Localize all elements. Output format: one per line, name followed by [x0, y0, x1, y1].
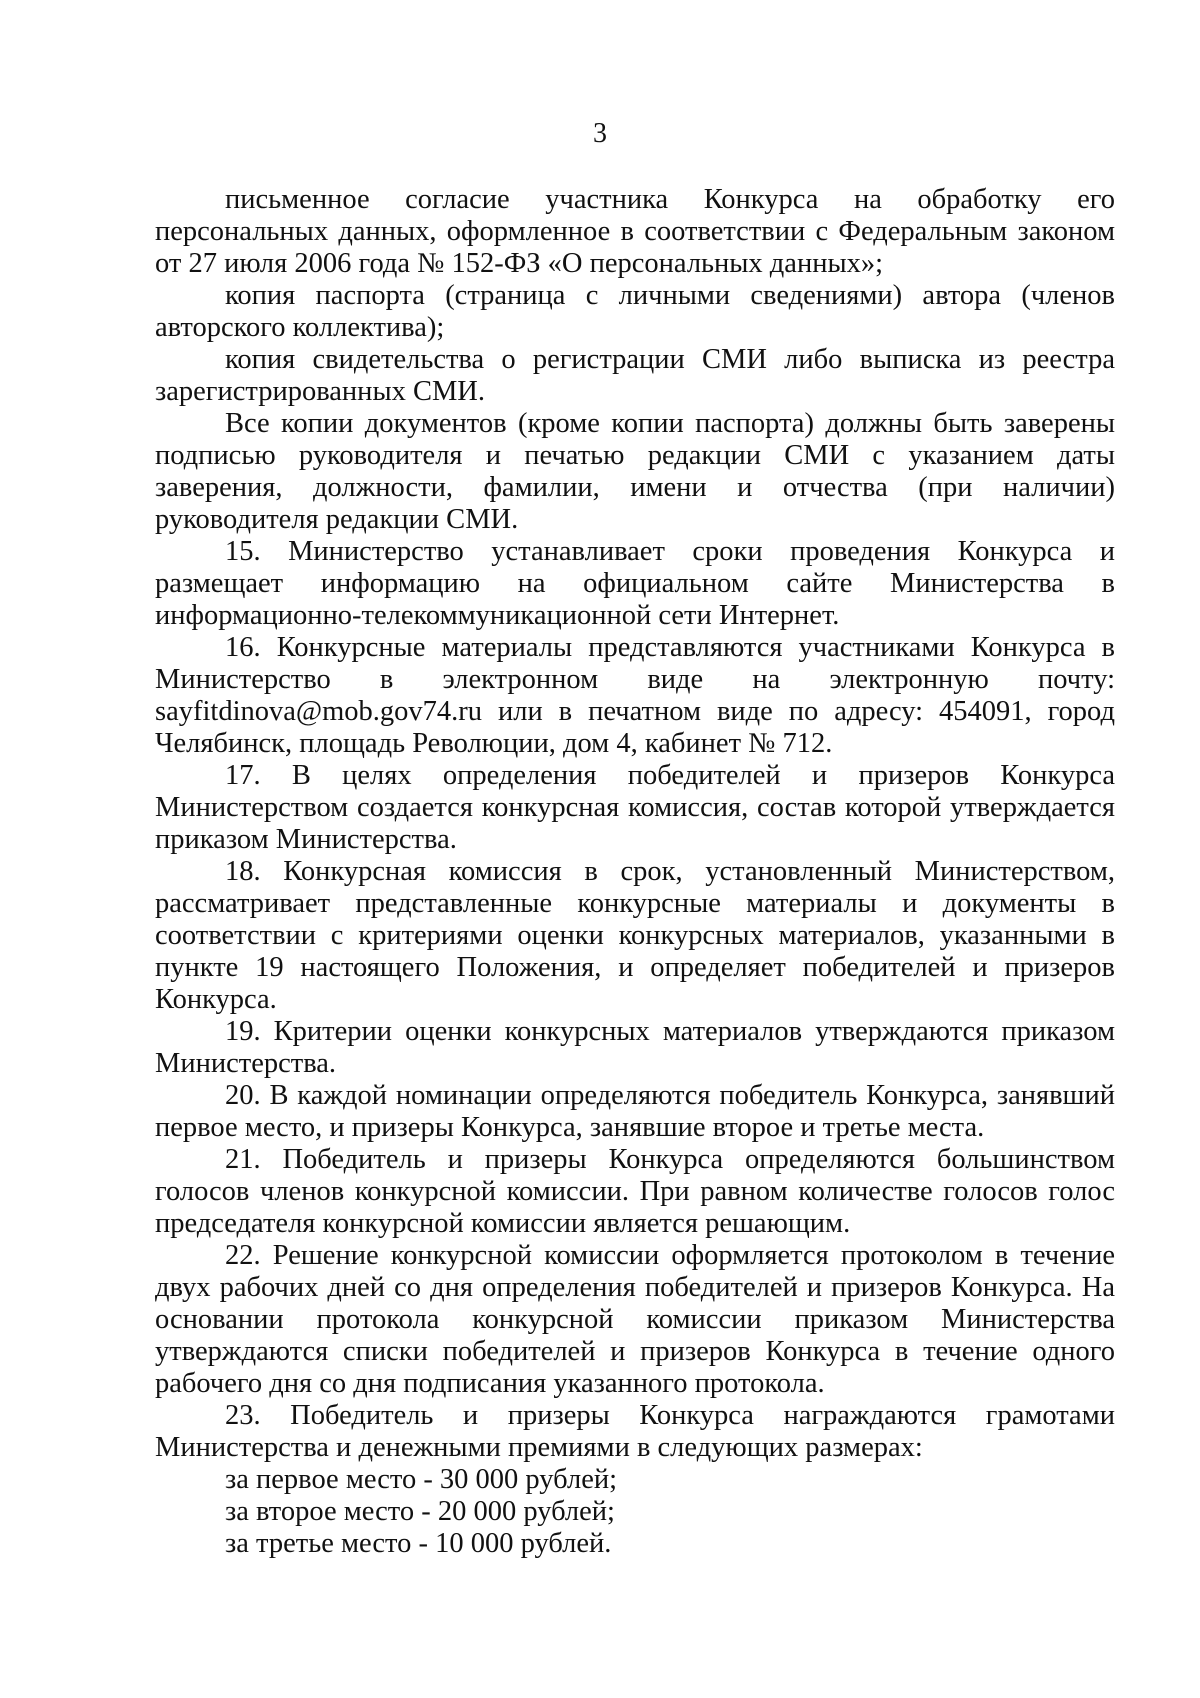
paragraph-16: 16. Конкурсные материалы представляются участниками Конкурса в Министерство в электронном виде на электронную почту: sayfitdinova@mob.gov74.ru или в печатном виде по адресу: 454091, город Челябинск, площадь Революции, дом 4, кабинет № 712. — [155, 632, 1115, 759]
paragraph-22: 22. Решение конкурсной комиссии оформляется протоколом в течение двух рабочих дней со дня определения победителей и призеров Конкурса. На основании протокола конкурсной комиссии приказом Министерства утверждаются списки победителей и призеров Конкурса в течение одного рабочего дня со дня подписания указанного протокола. — [155, 1240, 1115, 1399]
page-number: 3 — [593, 118, 607, 149]
paragraph-passport-copy: копия паспорта (страница с личными сведениями) автора (членов авторского коллектива); — [155, 280, 1115, 343]
prize-first-place: за первое место - 30 000 рублей; — [225, 1464, 618, 1495]
paragraph-media-registration: копия свидетельства о регистрации СМИ либо выписка из реестра зарегистрированных СМИ. — [155, 344, 1115, 407]
paragraph-15: 15. Министерство устанавливает сроки проведения Конкурса и размещает информацию на официальном сайте Министерства в информационно-телекоммуникационной сети Интернет. — [155, 536, 1115, 631]
prize-third-place: за третье место - 10 000 рублей. — [225, 1528, 612, 1559]
paragraph-21: 21. Победитель и призеры Конкурса определяются большинством голосов членов конкурсной комиссии. При равном количестве голосов голос председателя конкурсной комиссии является решающим. — [155, 1144, 1115, 1239]
paragraph-17: 17. В целях определения победителей и призеров Конкурса Министерством создается конкурсная комиссия, состав которой утверждается приказом Министерства. — [155, 760, 1115, 855]
paragraph-19: 19. Критерии оценки конкурсных материалов утверждаются приказом Министерства. — [155, 1016, 1115, 1079]
paragraph-20: 20. В каждой номинации определяются победитель Конкурса, занявший первое место, и призеры Конкурса, занявшие второе и третье места. — [155, 1080, 1115, 1143]
paragraph-consent: письменное согласие участника Конкурса на обработку его персональных данных, оформленное в соответствии с Федеральным законом от 27 июля 2006 года № 152-ФЗ «О персональных данных»; — [155, 184, 1115, 279]
paragraph-23: 23. Победитель и призеры Конкурса награждаются грамотами Министерства и денежными премиями в следующих размерах: — [155, 1400, 1115, 1463]
document-body — [155, 184, 1115, 1560]
paragraph-18: 18. Конкурсная комиссия в срок, установленный Министерством, рассматривает представленные конкурсные материалы и документы в соответствии с критериями оценки конкурсных материалов, указанными в пункте 19 настоящего Положения, и определяет победителей и призеров Конкурса. — [155, 856, 1115, 1015]
prize-second-place: за второе место - 20 000 рублей; — [225, 1496, 615, 1527]
paragraph-certification: Все копии документов (кроме копии паспорта) должны быть заверены подписью руководителя и печатью редакции СМИ с указанием даты заверения, должности, фамилии, имени и отчества (при наличии) руководителя редакции СМИ. — [155, 408, 1115, 535]
